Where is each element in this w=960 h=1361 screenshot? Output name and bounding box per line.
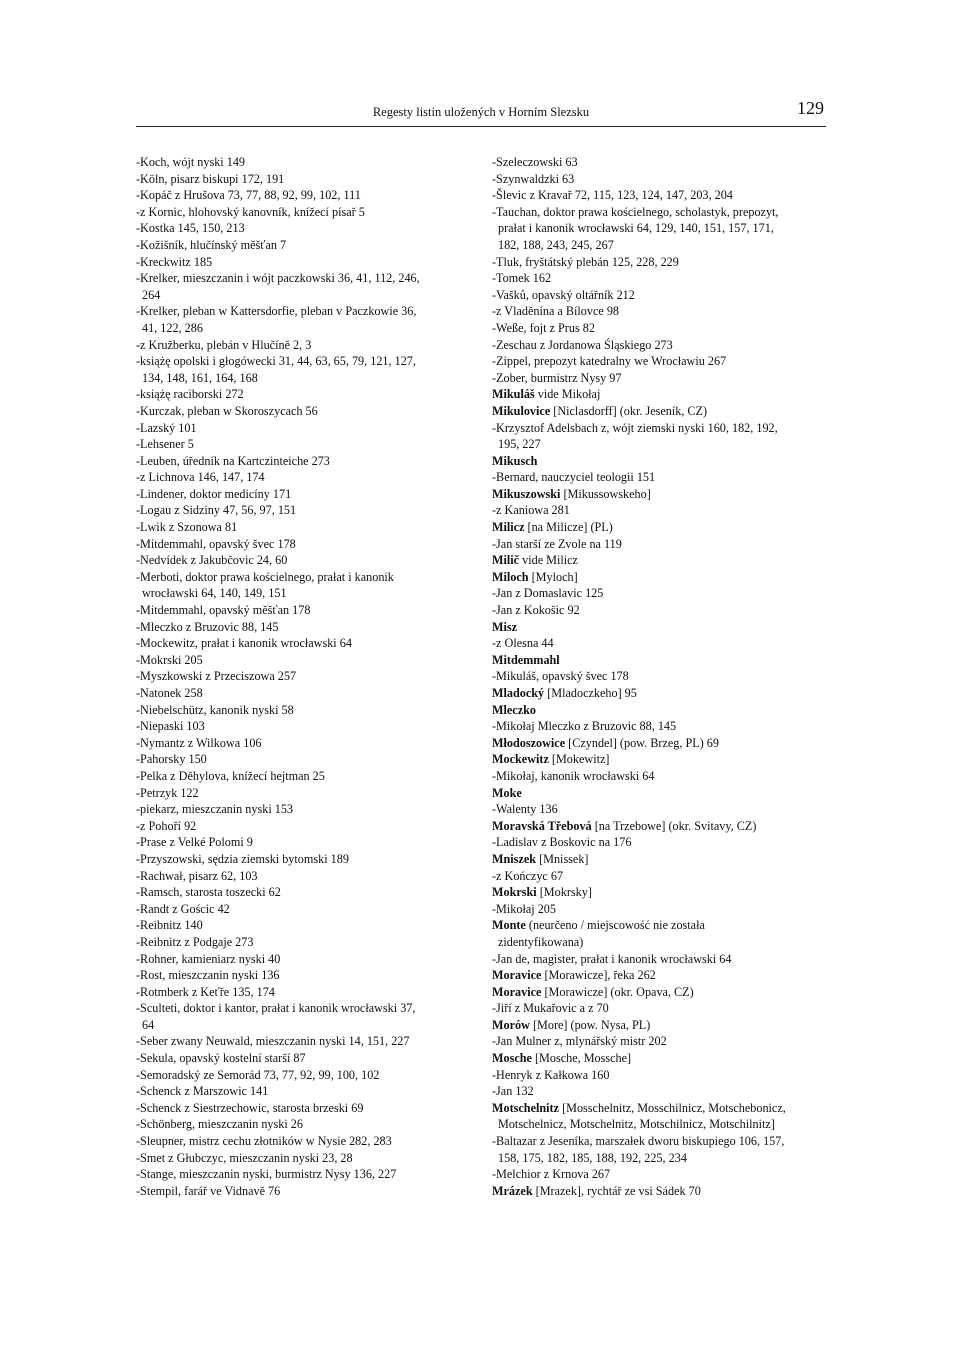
index-entry-text: -Šlevic z Kravař 72, 115, 123, 124, 147, 203, 204: [492, 188, 733, 203]
index-headword: Mladocký: [492, 686, 545, 700]
index-entry-text: -Nedvídek z Jakubčovic 24, 60: [136, 553, 288, 568]
index-entry-text: vide Mikołaj: [534, 387, 601, 402]
page-number: 129: [797, 98, 824, 118]
index-entry-text: -Walenty 136: [492, 802, 558, 817]
index-entry-text: -Smet z Głubczyc, mieszczanin nyski 23, 28: [136, 1150, 353, 1165]
index-entry-text: -Niebelschütz, kanonik nyski 58: [136, 702, 294, 717]
index-entry-line: [136, 585, 466, 602]
index-entry-text: -Sekula, opavský kostelní starší 87: [136, 1051, 306, 1066]
index-entry-text: -Szeleczowski 63: [492, 155, 578, 169]
index-entry-text: -Myszkowski z Przeciszowa 257: [136, 669, 297, 684]
index-entry-text: 134, 148, 161, 164, 168: [142, 370, 258, 385]
index-entry-line: [492, 668, 832, 685]
index-entry-text: -Rachwał, pisarz 62, 103: [136, 868, 258, 883]
index-entry-line: [136, 453, 466, 470]
index-entry-line: [136, 801, 466, 818]
index-entry-line: [492, 220, 832, 237]
index-entry-text: -Pelka z Děhylova, knížecí hejtman 25: [136, 768, 325, 783]
index-entry-text: Motschelnicz, Motschelnitz, Motschilnicz, Motschilnitz]: [498, 1117, 775, 1132]
index-entry-text: [Myloch]: [528, 569, 578, 584]
index-entry-text: -Stange, mieszczanin nyski, burmistrz Nysy 136, 227: [136, 1167, 397, 1182]
index-headword-line: [492, 1183, 832, 1200]
index-entry-line: [492, 353, 832, 370]
index-entry-text: -Sleupner, mistrz cechu złotników w Nysie 282, 283: [136, 1134, 392, 1149]
index-entry-text: -Jan 132: [492, 1084, 534, 1099]
index-entry-line: [136, 868, 466, 885]
index-entry-text: 41, 122, 286: [142, 320, 203, 335]
index-entry-line: [492, 868, 832, 885]
index-entry-text: -Weße, fojt z Prus 82: [492, 320, 595, 335]
index-entry-line: [136, 685, 466, 702]
index-headword-line: [492, 1100, 832, 1117]
index-entry-text: -Melchior z Krnova 267: [492, 1167, 611, 1182]
index-entry-line: [136, 901, 466, 918]
index-entry-text: -Lazský 101: [136, 420, 197, 435]
index-headword-line: [492, 702, 832, 719]
index-entry-text: -Semoradský ze Semorád 73, 77, 92, 99, 100, 102: [136, 1067, 380, 1082]
index-entry-line: [136, 420, 466, 437]
index-entry-line: [136, 1166, 466, 1183]
index-entry-line: [136, 702, 466, 719]
index-entry-line: [492, 1033, 832, 1050]
index-entry-line: [492, 303, 832, 320]
index-headword-line: [492, 403, 832, 420]
index-entry-text: [Mokrsky]: [536, 885, 592, 900]
index-headword: Moravice: [492, 968, 542, 983]
index-entry-text: -z Vladěnína a Bílovce 98: [492, 304, 620, 319]
index-entry-line: [492, 237, 832, 254]
index-entry-line: [136, 934, 466, 951]
index-entry-line: [492, 1166, 832, 1183]
index-headword-line: [492, 751, 832, 768]
index-entry-line: [136, 1000, 466, 1017]
index-entry-line: [136, 951, 466, 968]
index-column-right: [492, 154, 832, 1199]
index-entry-text: -z Kornic, hlohovský kanovník, knížecí písař 5: [136, 204, 365, 219]
index-headword: Mikusch: [492, 453, 538, 468]
index-entry-text: -Kurczak, pleban w Skoroszycach 56: [136, 403, 318, 418]
index-entry-line: [492, 171, 832, 188]
index-entry-text: 64: [142, 1017, 155, 1032]
index-entry-text: [Mikussowskeho]: [560, 486, 651, 501]
index-headword: Moravice: [492, 984, 542, 999]
index-entry-text: -Mikołaj, kanonik wrocławski 64: [492, 768, 655, 783]
index-headword: Mikuláš: [492, 387, 535, 402]
index-entry-text: prałat i kanonik wrocławski 64, 129, 140, 151, 157, 171,: [498, 221, 774, 236]
index-headword-line: [492, 1017, 832, 1034]
index-entry-text: -książę raciborski 272: [136, 387, 244, 402]
index-headword: Mrázek: [492, 1183, 533, 1198]
index-entry-text: [Mrazek], rychtář ze vsi Sádek 70: [532, 1183, 701, 1198]
index-entry-line: [492, 602, 832, 619]
index-headword-line: [492, 984, 832, 1001]
index-entry-text: -Kreckwitz 185: [136, 254, 213, 269]
index-entry-line: [136, 1150, 466, 1167]
index-entry-line: [492, 320, 832, 337]
index-entry-text: -Niepaski 103: [136, 719, 205, 734]
index-headword-line: [492, 519, 832, 536]
index-entry-line: [136, 303, 466, 320]
index-entry-line: [492, 287, 832, 304]
index-entry-line: [136, 1017, 466, 1034]
index-entry-line: [136, 1067, 466, 1084]
index-headword: Milicz: [492, 520, 525, 535]
index-headword-line: [492, 735, 832, 752]
index-headword-line: [492, 453, 832, 470]
index-entry-line: [136, 171, 466, 188]
index-entry-text: -Jan z Kokošic 92: [492, 603, 580, 618]
index-entry-text: -Mikołaj Mleczko z Bruzovic 88, 145: [492, 719, 677, 734]
index-entry-text: -Zippel, prepozyt katedralny we Wrocławiu 267: [492, 354, 727, 369]
index-entry-text: [Mosche, Mossche]: [531, 1051, 632, 1066]
index-entry-text: -Schenck z Marszowic 141: [136, 1084, 269, 1099]
index-entry-line: [492, 951, 832, 968]
index-entry-text: -z Olesna 44: [492, 636, 554, 651]
index-entry-line: [136, 1100, 466, 1117]
index-headword: Mockewitz: [492, 752, 549, 767]
index-entry-line: [492, 536, 832, 553]
index-entry-text: -z Kaniowa 281: [492, 503, 570, 518]
index-entry-line: [136, 187, 466, 204]
index-headword-line: [492, 569, 832, 586]
index-entry-text: -Tauchan, doktor prawa kościelnego, scholastyk, prepozyt,: [492, 204, 779, 219]
index-entry-line: [136, 602, 466, 619]
index-entry-text: -Rost, mieszczanin nyski 136: [136, 968, 280, 983]
index-entry-text: -Mleczko z Bruzovic 88, 145: [136, 619, 279, 634]
index-entry-text: -książę opolski i głogówecki 31, 44, 63, 65, 79, 121, 127,: [136, 354, 416, 369]
index-entry-text: -Merboti, doktor prawa kościelnego, prałat i kanonik: [136, 569, 394, 584]
index-entry-line: [136, 337, 466, 354]
index-entry-text: -Ladislav z Boskovic na 176: [492, 835, 632, 850]
index-entry-line: [492, 718, 832, 735]
index-headword-line: [492, 1050, 832, 1067]
index-entry-text: [Mladoczkeho] 95: [544, 686, 637, 700]
index-entry-text: -Jan Mulner z, mlynářský mistr 202: [492, 1034, 667, 1049]
index-entry-text: -Randt z Gościc 42: [136, 901, 230, 916]
index-entry-line: [136, 735, 466, 752]
index-entry-line: [136, 486, 466, 503]
index-headword: Milič: [492, 553, 520, 568]
index-entry-line: [492, 187, 832, 204]
index-entry-text: -z Pohoří 92: [136, 818, 197, 833]
index-entry-text: -Tomek 162: [492, 271, 552, 286]
index-entry-line: [136, 270, 466, 287]
index-entry-line: [492, 834, 832, 851]
index-entry-text: -Jan starší ze Zvole na 119: [492, 536, 622, 551]
index-entry-text: -Logau z Sidziny 47, 56, 97, 151: [136, 503, 297, 518]
index-entry-text: -Kopáč z Hrušova 73, 77, 88, 92, 99, 102, 111: [136, 188, 361, 203]
index-entry-text: -Jan z Domaslavic 125: [492, 586, 604, 601]
index-entry-text: [Czyndel] (pow. Brzeg, PL) 69: [565, 735, 719, 750]
index-entry-text: -Leuben, úředník na Kartczinteiche 273: [136, 453, 330, 468]
index-headword-line: [492, 917, 832, 934]
index-entry-line: [492, 934, 832, 951]
index-entry-text: (neurčeno / miejscowość nie została: [525, 918, 705, 933]
index-entry-line: [492, 502, 832, 519]
index-headword-line: [492, 851, 832, 868]
index-headword: Mosche: [492, 1051, 532, 1066]
index-headword: Mleczko: [492, 702, 536, 717]
index-entry-text: -Lehsener 5: [136, 437, 194, 452]
index-entry-text: -Baltazar z Jeseníka, marszałek dworu biskupiego 106, 157,: [492, 1134, 785, 1149]
index-entry-text: -piekarz, mieszczanin nyski 153: [136, 802, 294, 817]
index-entry-text: -Krelker, pleban w Kattersdorfie, pleban v Paczkowie 36,: [136, 304, 417, 319]
index-entry-line: [136, 635, 466, 652]
index-entry-text: -Mockewitz, prałat i kanonik wrocławski 64: [136, 636, 352, 651]
index-entry-line: [136, 154, 466, 171]
index-entry-text: -Sculteti, doktor i kantor, prałat i kanonik wrocławski 37,: [136, 1001, 416, 1016]
index-entry-text: -Kostka 145, 150, 213: [136, 221, 245, 236]
index-entry-text: -Szynwaldzki 63: [492, 171, 575, 186]
index-entry-line: [136, 502, 466, 519]
index-entry-line: [136, 386, 466, 403]
index-entry-line: [492, 370, 832, 387]
index-entry-line: [492, 1150, 832, 1167]
index-entry-text: -Mikuláš, opavský švec 178: [492, 669, 629, 684]
index-entry-text: [Morawicze], řeka 262: [541, 968, 656, 983]
index-entry-text: vide Milicz: [519, 553, 578, 568]
index-headword: Misz: [492, 619, 518, 634]
index-entry-line: [492, 254, 832, 271]
index-entry-line: [492, 635, 832, 652]
index-entry-line: [136, 1183, 466, 1200]
index-entry-line: [136, 1133, 466, 1150]
index-entry-line: [492, 154, 832, 171]
index-entry-text: -Ramsch, starosta toszecki 62: [136, 885, 281, 900]
index-entry-text: 182, 188, 243, 245, 267: [498, 237, 614, 252]
index-entry-text: 158, 175, 182, 185, 188, 192, 225, 234: [498, 1150, 687, 1165]
index-entry-text: -Lindener, doktor medicíny 171: [136, 486, 292, 501]
index-entry-text: -Stempil, farář ve Vidnavě 76: [136, 1183, 281, 1198]
index-entry-line: [136, 768, 466, 785]
index-entry-text: [Mosschelnitz, Mosschilnicz, Motschebonicz,: [559, 1100, 786, 1115]
index-entry-text: [Mokewitz]: [548, 752, 610, 767]
index-entry-line: [136, 519, 466, 536]
index-entry-line: [492, 768, 832, 785]
index-entry-line: [136, 818, 466, 835]
index-entry-text: -Petrzyk 122: [136, 785, 199, 800]
index-headword-line: [492, 652, 832, 669]
running-title: Regesty listin uložených v Horním Slezsku: [372, 105, 590, 119]
index-headword-line: [492, 486, 832, 503]
index-entry-line: [136, 1050, 466, 1067]
index-entry-text: -Jiří z Mukařovic a z 70: [492, 1001, 609, 1016]
index-headword: Moravská Třebová: [492, 818, 592, 833]
index-entry-text: -Nymantz z Wilkowa 106: [136, 735, 262, 750]
running-header: [136, 98, 826, 127]
index-entry-text: 195, 227: [498, 437, 541, 452]
index-entry-line: [136, 917, 466, 934]
index-entry-text: -Jan de, magister, prałat i kanonik wrocławski 64: [492, 951, 732, 966]
index-entry-line: [136, 287, 466, 304]
index-entry-text: -Seber zwany Neuwald, mieszczanin nyski 14, 151, 227: [136, 1034, 410, 1049]
index-headword: Moke: [492, 785, 522, 800]
index-entry-text: [na Trzebowe] (okr. Svitavy, CZ): [591, 818, 757, 833]
index-entry-line: [492, 204, 832, 221]
index-entry-line: [136, 718, 466, 735]
index-entry-text: -Schenck z Siestrzechowic, starosta brzeski 69: [136, 1100, 364, 1115]
index-headword: Miloch: [492, 569, 529, 584]
index-entry-text: -Kožišník, hlučínský měšťan 7: [136, 237, 287, 252]
index-entry-text: -Koch, wójt nyski 149: [136, 155, 246, 169]
index-headword: Mikuszowski: [492, 486, 561, 501]
index-entry-line: [136, 403, 466, 420]
index-entry-text: -Reibnitz 140: [136, 918, 203, 933]
index-entry-line: [492, 901, 832, 918]
index-headword-line: [492, 785, 832, 802]
index-headword-line: [492, 386, 832, 403]
index-entry-text: -Krzysztof Adelsbach z, wójt ziemski nyski 160, 182, 192,: [492, 420, 778, 435]
index-entry-line: [136, 967, 466, 984]
index-entry-line: [136, 751, 466, 768]
index-entry-line: [136, 469, 466, 486]
index-entry-line: [492, 420, 832, 437]
index-entry-text: -z Kružberku, plebán v Hlučíně 2, 3: [136, 337, 312, 352]
index-entry-line: [136, 619, 466, 636]
index-entry-text: [More] (pow. Nysa, PL): [529, 1017, 651, 1032]
index-entry-text: -z Lichnova 146, 147, 174: [136, 470, 265, 485]
index-entry-line: [492, 1116, 832, 1133]
index-entry-line: [136, 851, 466, 868]
index-entry-line: [136, 1033, 466, 1050]
index-headword: Młodoszowice: [492, 735, 566, 750]
index-entry-line: [492, 585, 832, 602]
index-entry-text: -Mitdemmahl, opavský měšťan 178: [136, 603, 311, 618]
index-entry-text: -z Kończyc 67: [492, 868, 564, 883]
index-headword: Morów: [492, 1017, 530, 1032]
index-headword-line: [492, 884, 832, 901]
index-entry-line: [492, 469, 832, 486]
index-entry-text: -Reibnitz z Podgaje 273: [136, 934, 254, 949]
index-entry-line: [492, 337, 832, 354]
index-entry-text: -Mikołaj 205: [492, 901, 556, 916]
index-entry-text: -Rohner, kamieniarz nyski 40: [136, 951, 281, 966]
index-entry-text: zidentyfikowana): [498, 934, 584, 949]
index-entry-text: [Mnissek]: [536, 851, 589, 866]
index-headword-line: [492, 552, 832, 569]
index-entry-line: [136, 536, 466, 553]
index-entry-text: -Krelker, mieszczanin i wójt paczkowski 36, 41, 112, 246,: [136, 271, 420, 286]
index-entry-line: [136, 204, 466, 221]
index-entry-line: [136, 320, 466, 337]
index-headword-line: [492, 685, 832, 702]
index-entry-text: -Henryk z Kałkowa 160: [492, 1067, 610, 1082]
index-entry-text: -Rotmberk z Keťře 135, 174: [136, 984, 275, 999]
index-headword: Monte: [492, 918, 526, 933]
index-entry-line: [136, 353, 466, 370]
index-entry-line: [136, 884, 466, 901]
index-entry-text: -Köln, pisarz biskupi 172, 191: [136, 171, 285, 186]
index-entry-text: -Vašků, opavský oltářník 212: [492, 287, 635, 302]
index-entry-text: -Przyszowski, sędzia ziemski bytomski 189: [136, 851, 349, 866]
index-headword-line: [492, 619, 832, 636]
index-entry-text: [Niclasdorff] (okr. Jeseník, CZ): [550, 403, 708, 418]
index-entry-text: wrocławski 64, 140, 149, 151: [142, 586, 287, 601]
index-entry-text: -Schönberg, mieszczanin nyski 26: [136, 1117, 303, 1132]
index-entry-line: [492, 1083, 832, 1100]
index-column-left: [136, 154, 466, 1199]
index-entry-line: [492, 1067, 832, 1084]
index-entry-text: -Mitdemmahl, opavský švec 178: [136, 536, 296, 551]
index-entry-text: -Prase z Velké Polomi 9: [136, 835, 253, 850]
index-entry-line: [492, 1000, 832, 1017]
index-entry-text: -Zeschau z Jordanowa Śląskiego 273: [492, 337, 673, 352]
index-entry-line: [136, 785, 466, 802]
index-entry-line: [492, 436, 832, 453]
index-entry-line: [136, 652, 466, 669]
index-entry-text: -Bernard, nauczyciel teologii 151: [492, 470, 656, 485]
index-entry-text: -Natonek 258: [136, 686, 203, 700]
index-entry-line: [492, 1133, 832, 1150]
index-entry-line: [136, 370, 466, 387]
index-entry-line: [492, 270, 832, 287]
index-entry-line: [136, 834, 466, 851]
index-headword: Motschelnitz: [492, 1100, 560, 1115]
index-headword-line: [492, 967, 832, 984]
index-headword: Mitdemmahl: [492, 652, 560, 667]
index-entry-text: [Morawicze] (okr. Opava, CZ): [541, 984, 694, 999]
index-entry-line: [136, 237, 466, 254]
index-entry-text: 264: [142, 287, 161, 302]
index-headword: Mokrski: [492, 885, 537, 900]
index-headword: Mniszek: [492, 851, 537, 866]
index-entry-line: [136, 1116, 466, 1133]
index-entry-text: -Mokrski 205: [136, 652, 203, 667]
index-entry-line: [492, 801, 832, 818]
index-entry-text: -Zober, burmistrz Nysy 97: [492, 370, 622, 385]
index-entry-text: -Pahorsky 150: [136, 752, 207, 767]
index-entry-line: [136, 254, 466, 271]
index-entry-line: [136, 1083, 466, 1100]
index-headword: Mikulovice: [492, 403, 551, 418]
index-entry-line: [136, 436, 466, 453]
index-entry-text: [na Milicze] (PL): [524, 520, 613, 535]
index-entry-line: [136, 984, 466, 1001]
index-entry-text: -Tluk, fryštátský plebán 125, 228, 229: [492, 254, 679, 269]
index-entry-line: [136, 552, 466, 569]
index-entry-line: [136, 668, 466, 685]
index-entry-text: -Lwik z Szonowa 81: [136, 520, 238, 535]
index-entry-line: [136, 569, 466, 586]
index-entry-line: [136, 220, 466, 237]
index-headword-line: [492, 818, 832, 835]
